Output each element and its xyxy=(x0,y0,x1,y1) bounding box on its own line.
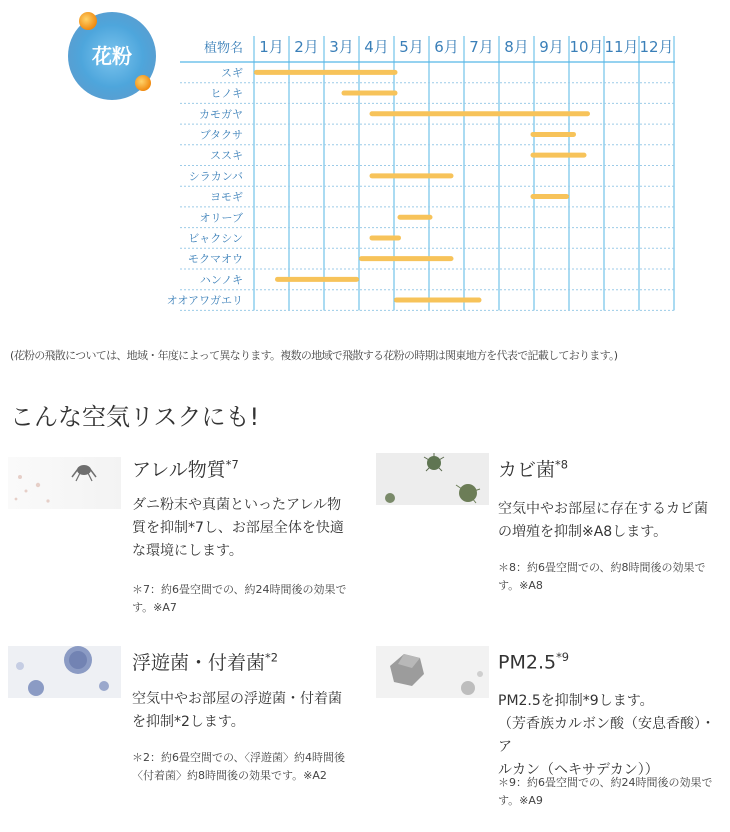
pollen-bar xyxy=(531,132,577,137)
bacteria-footnote-line: 〈付着菌〉約8時間後の効果です。※A2 xyxy=(132,769,327,782)
plant-label: オリーブ xyxy=(199,211,243,225)
bacteria-footnote xyxy=(132,749,367,785)
pm25-footnote-line: す。※A9 xyxy=(498,794,543,807)
plant-label: ヨモギ xyxy=(210,190,243,204)
pm25-footnote-line: ＊9：約6畳空間での、約24時間後の効果で xyxy=(498,776,713,789)
month-label: 7月 xyxy=(469,38,494,56)
allergen-footnote-line: ＊7：約6畳空間での、約24時間後の効果で xyxy=(132,583,347,596)
plant-label: シラカンバ xyxy=(188,169,243,183)
plant-label: ヒノキ xyxy=(210,87,243,101)
plant-label: ビャクシン xyxy=(188,231,243,245)
badge-dot-top xyxy=(79,12,97,30)
bacteria-body xyxy=(132,688,367,734)
pollen-note: (花粉の飛散については、地域・年度によって異なります。複数の地域で飛散する花粉の時期は関東地方を代表で記載しております。) xyxy=(10,349,618,362)
pollen-bar xyxy=(398,215,433,220)
allergen-image xyxy=(8,457,121,509)
month-label: 12月 xyxy=(639,38,674,56)
pollen-badge xyxy=(68,12,156,100)
month-labels xyxy=(259,38,673,56)
allergen-title-text: アレル物質 xyxy=(132,459,226,481)
month-label: 9月 xyxy=(539,38,564,56)
pm25-title xyxy=(498,650,569,673)
bacteria-title xyxy=(132,648,278,675)
pollen-bar xyxy=(370,173,454,178)
pm25-body-line: PM2.5を抑制*9します。 xyxy=(498,693,654,709)
pm25-title-text: PM2.5 xyxy=(498,651,557,674)
pollen-calendar-chart xyxy=(0,0,730,330)
mold-footnote-line: す。※A8 xyxy=(498,579,543,592)
pollen-bar xyxy=(254,70,398,75)
month-label: 2月 xyxy=(294,38,319,56)
pollen-bar xyxy=(359,256,454,261)
plant-label: モクマオウ xyxy=(188,252,243,266)
mold-body-line: の増殖を抑制※A8します。 xyxy=(498,524,668,540)
mold-footnote-line: ＊8：約6畳空間での、約8時間後の効果で xyxy=(498,561,706,574)
bacteria-body-line: 空気中やお部屋の浮遊菌・付着菌 xyxy=(132,691,342,707)
plant-label: カモガヤ xyxy=(199,107,243,121)
mold-body xyxy=(498,498,728,544)
month-label: 10月 xyxy=(569,38,604,56)
mold-title-sup: *8 xyxy=(555,457,568,472)
bacteria-body-line: を抑制*2します。 xyxy=(132,714,245,730)
month-label: 11月 xyxy=(604,38,639,56)
pm25-body-line: ルカン（ヘキサデカン）） xyxy=(498,762,659,778)
month-label: 3月 xyxy=(329,38,354,56)
allergen-body-line: な環境にします。 xyxy=(132,543,243,559)
section-heading: こんな空気リスクにも! xyxy=(10,403,260,431)
plant-label: ブタクサ xyxy=(199,128,243,142)
plant-label: ススキ xyxy=(210,149,243,163)
allergen-body-line: ダニ粉末や真菌といったアレル物 xyxy=(132,497,342,513)
pm25-title-sup: *9 xyxy=(556,650,570,664)
pollen-bar xyxy=(370,111,591,116)
month-label: 8月 xyxy=(504,38,529,56)
plant-label: スギ xyxy=(221,66,243,80)
chart-grid xyxy=(180,36,675,310)
plant-label: ハンノキ xyxy=(199,273,243,287)
badge-label: 花粉 xyxy=(92,44,132,68)
pollen-bar xyxy=(275,277,359,282)
pollen-bar xyxy=(531,153,587,158)
plant-label: オオアワガエリ xyxy=(166,294,243,308)
month-label: 4月 xyxy=(364,38,389,56)
pollen-bar xyxy=(370,235,402,240)
month-label: 6月 xyxy=(434,38,459,56)
allergen-title-sup: *7 xyxy=(225,457,239,472)
pollen-bar xyxy=(342,91,398,96)
pollen-bar xyxy=(531,194,570,199)
allergen-title xyxy=(132,455,239,482)
month-label: 5月 xyxy=(399,38,424,56)
pm25-body xyxy=(498,690,728,782)
mold-title-text: カビ菌 xyxy=(498,459,556,481)
allergen-body xyxy=(132,494,367,563)
pm25-body-line: （芳香族カルボン酸（安息香酸）・ア xyxy=(498,716,715,755)
bacteria-footnote-line: ＊2：約6畳空間での、〈浮遊菌〉約4時間後 xyxy=(132,751,346,764)
mold-title xyxy=(498,455,568,482)
bacteria-title-sup: *2 xyxy=(265,650,278,665)
pm25-image xyxy=(376,646,489,698)
badge-dot-bottom xyxy=(135,75,151,91)
allergen-footnote-line: す。※A7 xyxy=(132,601,177,614)
bacteria-image xyxy=(8,646,121,698)
allergen-body-line: 質を抑制*7し、お部屋全体を快適 xyxy=(132,520,344,536)
bacteria-title-text: 浮遊菌・付着菌 xyxy=(132,652,266,674)
pm25-footnote xyxy=(498,774,728,810)
mold-footnote xyxy=(498,559,728,595)
plant-column-header: 植物名 xyxy=(203,41,243,56)
pollen-bar xyxy=(394,298,482,303)
allergen-footnote xyxy=(132,581,367,617)
month-label: 1月 xyxy=(259,38,284,56)
mold-image xyxy=(376,453,489,505)
mold-body-line: 空気中やお部屋に存在するカビ菌 xyxy=(498,501,708,517)
